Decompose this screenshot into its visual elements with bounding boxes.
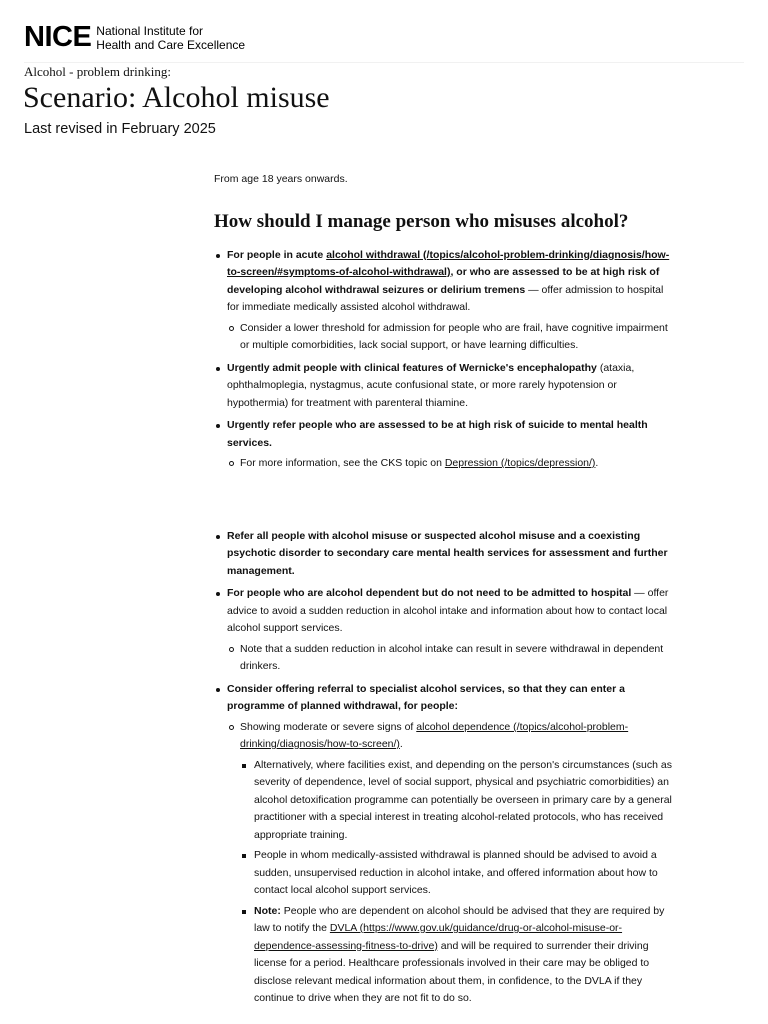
sub-list	[227, 455, 674, 473]
bold-lead: Consider offering referral to specialist alcohol services, so that they can enter a programme of planned withdrawal, for people:	[227, 682, 625, 712]
item-text: — offer admission to hospital for immediate medically assisted alcohol withdrawal.	[227, 283, 664, 313]
sub-item: Note that a sudden reduction in alcohol intake can result in severe withdrawal in dependent drinkers.	[227, 641, 674, 676]
list-item-psychotic-disorder	[214, 528, 674, 581]
sub-sub-item	[240, 903, 674, 1008]
sub-item	[227, 719, 674, 1008]
page-title: Scenario: Alcohol misuse	[23, 81, 330, 114]
org-name-line-2: Health and Care Excellence	[96, 38, 246, 52]
list-item-suicide-risk	[214, 417, 674, 473]
list-item-wernicke	[214, 360, 674, 413]
sub-list	[227, 641, 674, 676]
management-list	[214, 247, 674, 473]
bold-lead: Urgently admit people with clinical features of Wernicke's encephalopathy	[227, 361, 597, 374]
bold-text: For people in acute	[227, 248, 327, 261]
alcohol-dependence-link[interactable]: alcohol dependence (/topics/alcohol-problem-drinking/diagnosis/how-to-screen/)	[240, 720, 629, 750]
site-header	[24, 22, 245, 52]
org-name	[96, 24, 245, 52]
item-text: People who are dependent on alcohol should be advised that they are required by law to notify the	[254, 904, 665, 934]
org-name-line-1: National Institute for	[96, 24, 204, 38]
list-item-alcohol-dependent	[214, 585, 674, 676]
bold-text: , or who are assessed to be at high risk of developing alcohol withdrawal seizures or delirium tremens	[227, 266, 660, 296]
item-text: Showing moderate or severe signs of	[240, 720, 417, 733]
section-heading: How should I manage person who misuses alcohol?	[214, 210, 629, 232]
alcohol-withdrawal-link[interactable]: alcohol withdrawal (/topics/alcohol-problem-drinking/diagnosis/how-to-screen/#symptoms-of-alcohol-withdrawal)	[227, 248, 670, 278]
bold-lead: For people who are alcohol dependent but do not need to be admitted to hospital	[227, 587, 632, 599]
item-text: .	[595, 457, 599, 469]
bold-lead: Urgently refer people who are assessed to be at high risk of suicide to mental health services.	[227, 419, 648, 449]
item-text: and will be required to surrender their driving license for a period. Healthcare professionals involved in their care may be obliged to disclose relevant medical information about them, in confidence, to the DVLA if they continue to drive when they are not fit to do so.	[254, 939, 650, 1004]
item-text: — offer advice to avoid a sudden reduction in alcohol intake and information about how to contact local alcohol support services.	[227, 587, 669, 634]
sub-item	[227, 455, 674, 473]
nice-logo[interactable]: NICE	[24, 21, 92, 53]
item-text: .	[399, 738, 403, 750]
note-label: Note:	[254, 904, 281, 917]
sub-list	[227, 320, 674, 355]
dvla-link[interactable]: DVLA (https://www.gov.uk/guidance/drug-or-alcohol-misuse-or-dependence-assessing-fitness-to-drive)	[254, 922, 623, 952]
sub-sub-item: Alternatively, where facilities exist, and depending on the person's circumstances (such as severity of dependence, level of social support, physical and psychiatric comorbidities) an alcohol detoxification programme can potentially be overseen in primary care by a general practitioner with a special interest in treating alcohol-related protocols, who has received appropriate training.	[240, 757, 674, 845]
age-note: From age 18 years onwards.	[214, 173, 348, 185]
sub-item: Consider a lower threshold for admission for people who are frail, have cognitive impairment or multiple comorbidities, lack social support, or have learning difficulties.	[227, 320, 674, 355]
management-list-continued	[214, 528, 674, 1008]
depression-link[interactable]: Depression (/topics/depression/)	[444, 457, 596, 469]
header-divider	[24, 62, 744, 63]
item-text: (ataxia, ophthalmoplegia, nystagmus, acute confusional state, or more rarely hypotension or hypothermia) for treatment with parenteral thiamine.	[227, 361, 635, 409]
sub-sub-list	[240, 757, 674, 1008]
breadcrumb: Alcohol - problem drinking:	[24, 64, 171, 79]
item-text: For more information, see the CKS topic on	[240, 457, 445, 469]
last-revised: Last revised in February 2025	[24, 121, 216, 137]
sub-list	[227, 719, 674, 1008]
main-content	[214, 171, 674, 1013]
bold-lead: Refer all people with alcohol misuse or suspected alcohol misuse and a coexisting psychotic disorder to secondary care mental health services for assessment and further management.	[227, 529, 668, 577]
list-item-specialist-referral	[214, 681, 674, 1008]
list-item-acute-withdrawal	[214, 247, 674, 355]
sub-sub-item: People in whom medically-assisted withdrawal is planned should be advised to avoid a sudden, unsupervised reduction in alcohol intake, and offered information about how to contact local alcohol support services.	[240, 847, 674, 900]
spacer	[214, 478, 674, 528]
